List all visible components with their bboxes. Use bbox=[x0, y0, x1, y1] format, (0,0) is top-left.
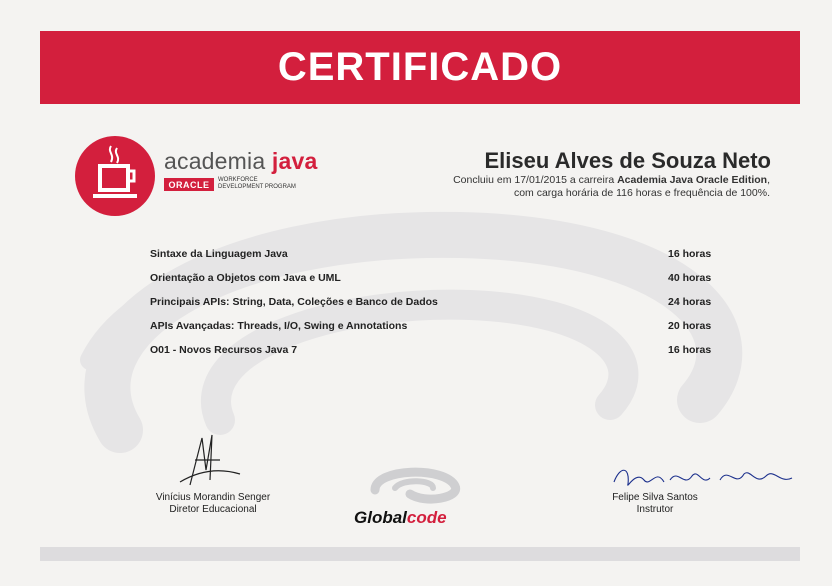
certificate-title: CERTIFICADO bbox=[277, 45, 563, 89]
globalcode-logo-part1: Global bbox=[354, 508, 407, 527]
course-name: APIs Avançadas: Threads, I/O, Swing e Annotations bbox=[150, 320, 408, 332]
statement-part-1: Concluiu em 17/01/2015 a carreira bbox=[453, 174, 618, 186]
course-row bbox=[150, 290, 728, 314]
course-name: Sintaxe da Linguagem Java bbox=[150, 248, 288, 260]
course-name: O01 - Novos Recursos Java 7 bbox=[150, 344, 298, 356]
signature-right bbox=[610, 460, 800, 494]
academia-java-logo bbox=[75, 136, 155, 216]
course-name: Orientação a Objetos com Java e UML bbox=[150, 272, 341, 284]
signatory-right-role: Instrutor bbox=[636, 504, 674, 515]
brand-name bbox=[164, 148, 318, 175]
course-name: Principais APIs: String, Data, Coleções e Banco de Dados bbox=[150, 296, 438, 308]
signatory-right-name: Felipe Silva Santos bbox=[612, 492, 698, 503]
signatory-left bbox=[138, 492, 288, 516]
student-name: Eliseu Alves de Souza Neto bbox=[484, 148, 771, 173]
statement-part-2: , bbox=[767, 174, 770, 186]
signatory-left-name: Vinícius Morandin Senger bbox=[155, 492, 271, 503]
program-label bbox=[218, 177, 296, 191]
statement-highlight: Academia Java Oracle Edition bbox=[617, 174, 768, 186]
signature-left bbox=[150, 430, 280, 490]
course-list bbox=[150, 242, 728, 362]
course-hours: 16 horas bbox=[668, 344, 712, 356]
program-line-2: DEVELOPMENT PROGRAM bbox=[218, 184, 296, 190]
course-row bbox=[150, 242, 728, 266]
course-hours: 24 horas bbox=[668, 296, 712, 308]
brand-name-bold: java bbox=[271, 148, 318, 174]
course-row bbox=[150, 314, 728, 338]
globalcode-logo-part2: code bbox=[406, 508, 447, 527]
course-hours: 20 horas bbox=[668, 320, 712, 332]
title-banner bbox=[40, 31, 800, 104]
course-row bbox=[150, 338, 728, 362]
coffee-cup-icon bbox=[75, 136, 155, 216]
signatory-left-role: Diretor Educacional bbox=[169, 504, 257, 515]
course-hours: 40 horas bbox=[668, 272, 712, 284]
oracle-logo: ORACLE bbox=[164, 178, 214, 191]
completion-statement bbox=[350, 174, 770, 200]
course-row bbox=[150, 266, 728, 290]
signatory-right bbox=[590, 492, 720, 516]
program-line-1: WORKFORCE bbox=[218, 177, 258, 183]
bottom-strip bbox=[40, 547, 800, 561]
globalcode-logo bbox=[354, 508, 447, 528]
statement-line-2: com carga horária de 116 horas e frequência de 100%. bbox=[513, 187, 770, 199]
course-hours: 16 horas bbox=[668, 248, 712, 260]
brand-name-light: academia bbox=[164, 148, 272, 174]
